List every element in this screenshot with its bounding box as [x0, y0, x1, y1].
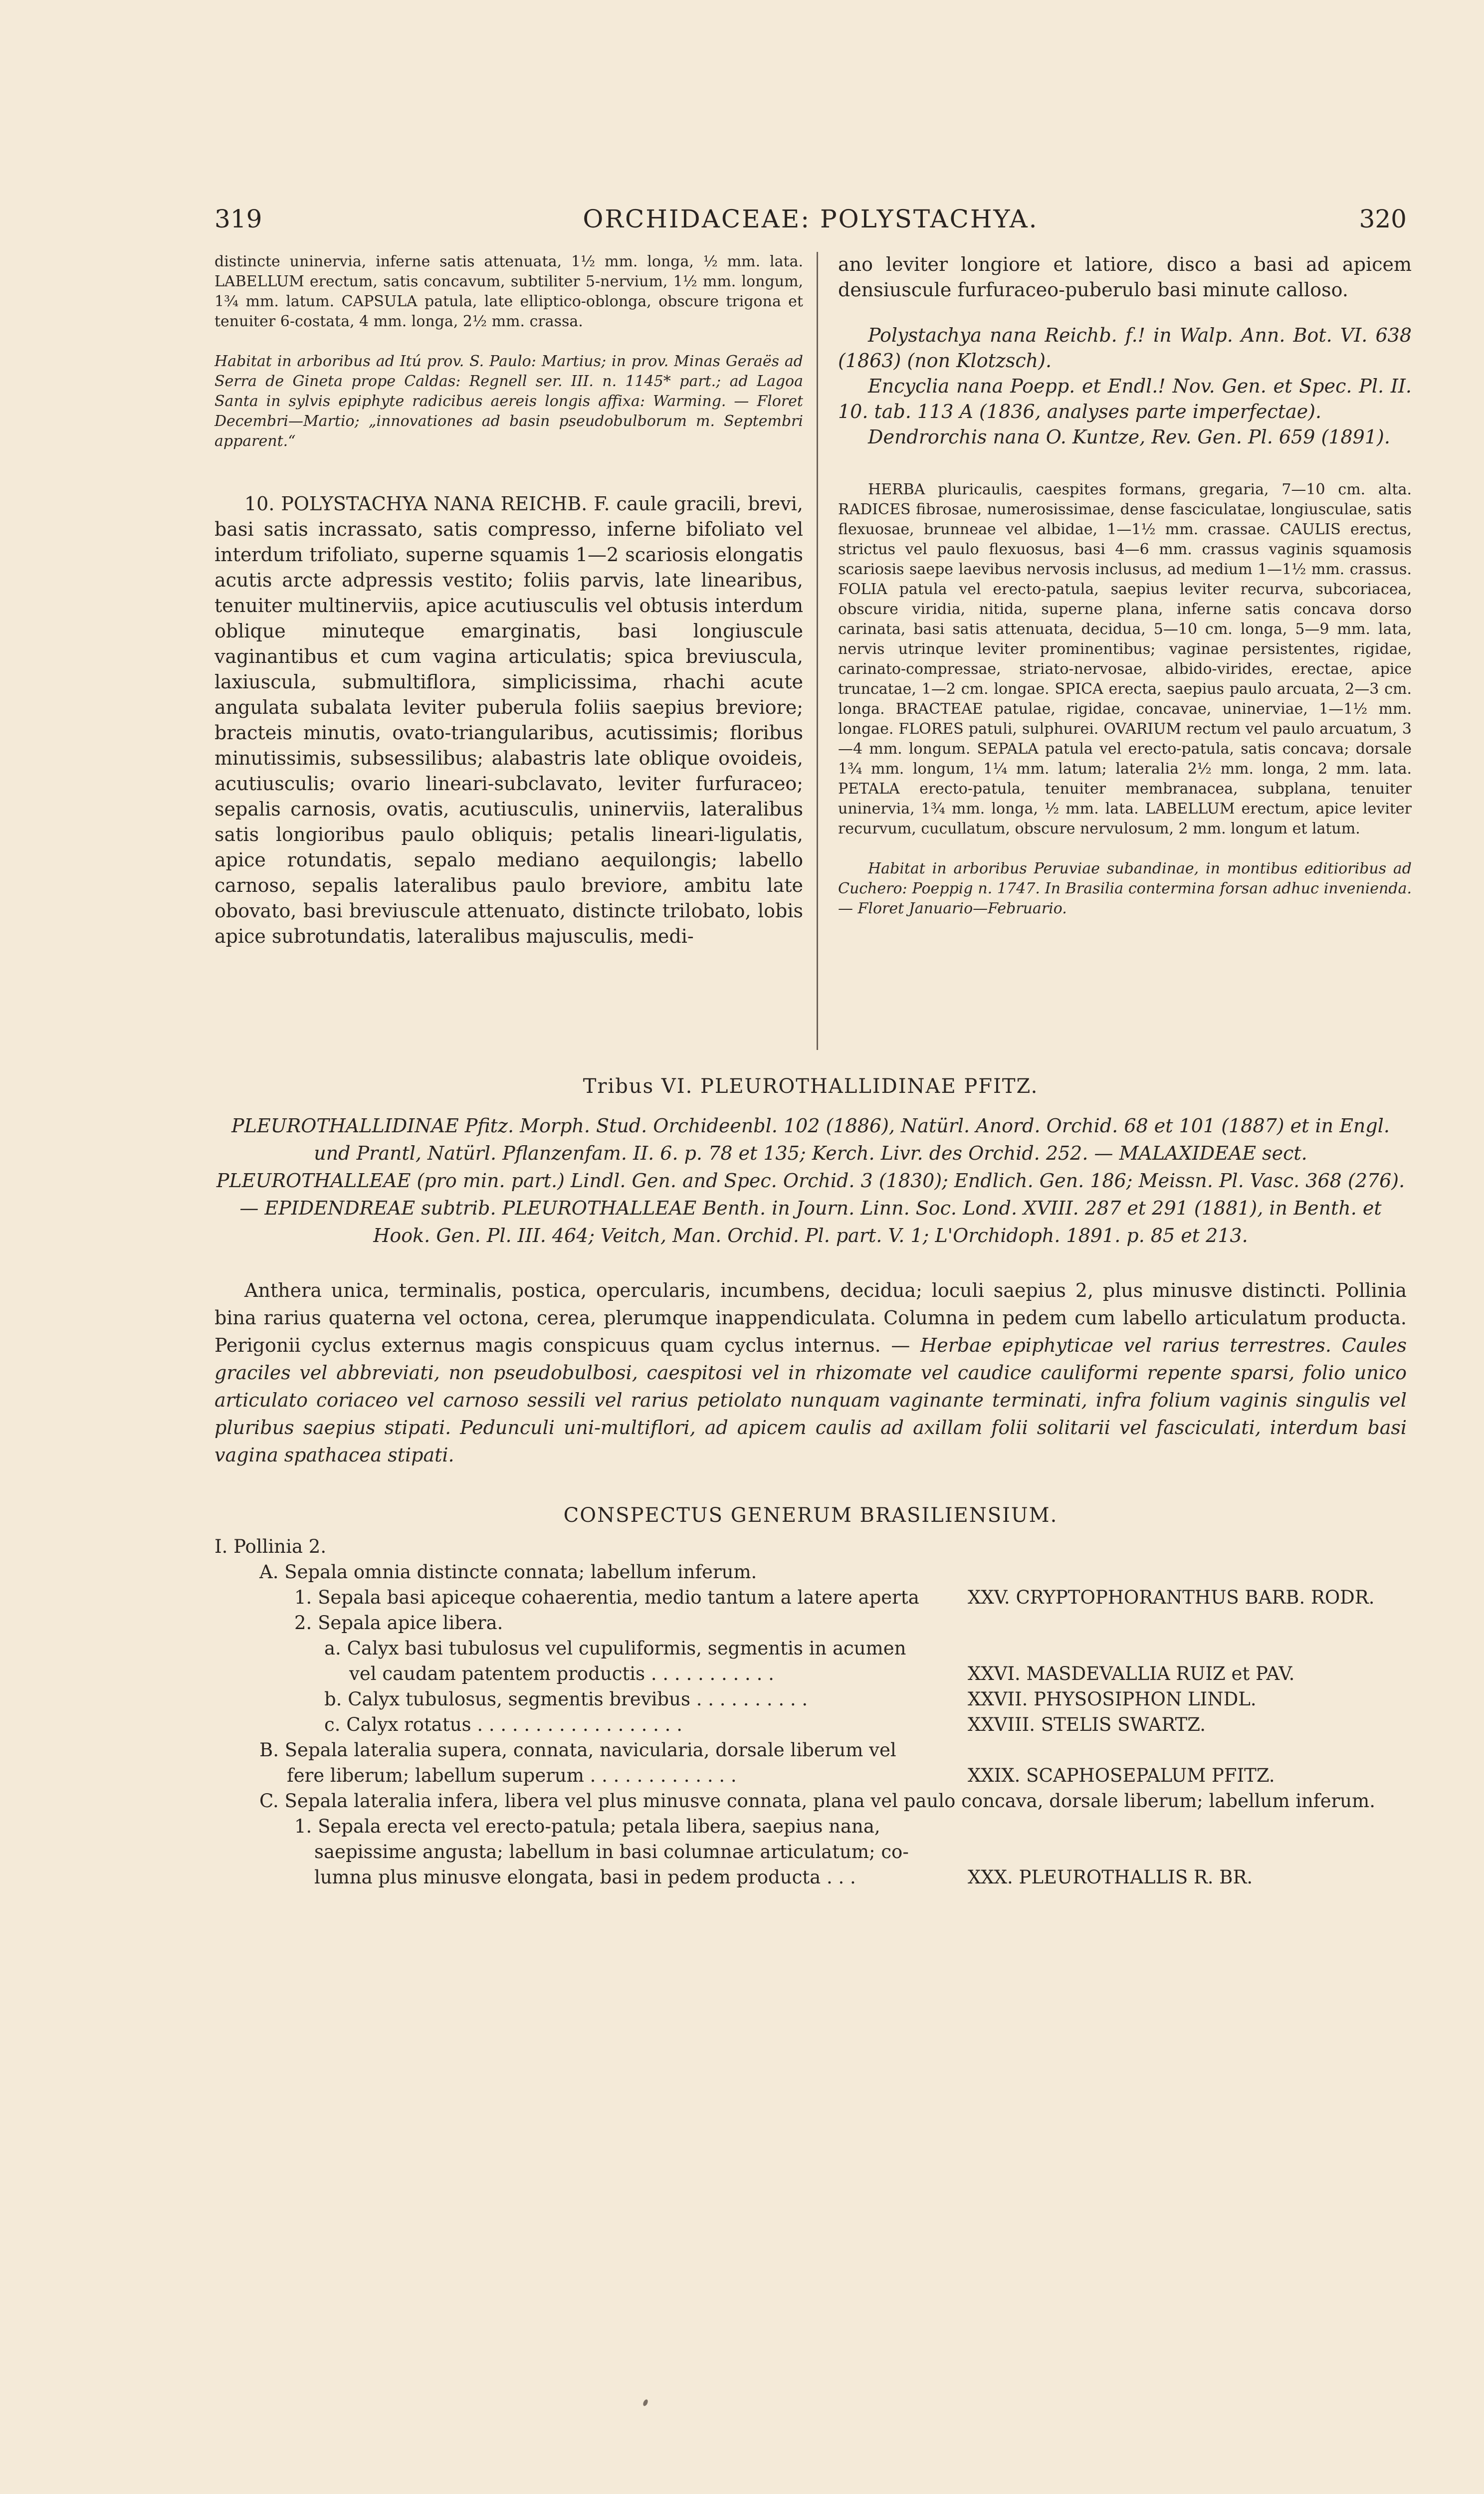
diagnosis-italic: Herbae epiphyticae vel rarius terrestres. Caules graciles vel abbreviati, non pseudobulbosi, caespitosi vel in rhizomate vel caudice caulіformi repente sparsi, folio unico articulato coriaceo vel carnoso sessili vel rarius petiolato nunquam vaginante terminati, infra folium vaginis singulis vel pluribus saepius stipati. Pedunculi uni-multiflori, ad apicem caulis ad axillam folii solitarii vel fasciculati, interdum basi vagina spathacea stipati. [214, 1334, 1407, 1466]
key-row [214, 1534, 1407, 1559]
right-description: HERBA pluricaulis, caespites formans, gregaria, 7—10 cm. alta. RADICES fibrosae, numerosissimae, dense fasciculatae, longiusculae, satis flexuosae, brunneae vel albidae, 1—1½ mm. crassae. CAULIS erectus, strictus vel paulo flexuosus, basi 4—6 mm. crassus vaginis squamosis scariosis saepe laevibus nervosis inclusus, ad medium 1—1½ mm. crassus. FOLIA patula vel erecto-patula, saepius leviter recurva, subcoriacea, obscure viridia, nitida, superne plana, inferne satis concava dorso carinata, basi satis attenuata, decidua, 5—10 cm. longa, 5—9 mm. lata, nervis utrinque leviter prominentibus; vaginae persistentes, rigidae, carinato-compressae, striato-nervosae, albido-virides, erectae, apice truncatae, 1—2 cm. longae. SPICA erecta, saepius paulo arcuata, 2—3 cm. longa. BRACTEAE patulae, rigidae, concavae, uninerviae, 1—1½ mm. longae. FLORES patuli, sulphurei. OVARIUM rectum vel paulo arcuatum, 3—4 mm. longum. SEPALA patula vel erecto-patula, satis concava; dorsale 1¾ mm. longum, 1¼ mm. latum; lateralia 2½ mm. longa, 2 mm. lata. PETALA erecto-patula, tenuiter membranacea, subplana, tenuiter uninervia, 1¾ mm. longa, ½ mm. lata. LABELLUM erectum, apice leviter recurvum, cucullatum, obscure nervulosum, 2 mm. longum et latum. [838, 481, 1412, 837]
key-text: I. Pollinia 2. [214, 1536, 327, 1557]
column-divider [817, 252, 818, 1050]
key-text: lumna plus minusve elongata, basi in pedem producta . . . [314, 1867, 856, 1888]
key-row [214, 1865, 1407, 1890]
reference-1: Polystachya nana Reichb. f.! in Walp. Ann. Bot. VI. 638 (1863) (non Klotzsch). [838, 324, 1412, 372]
key-text: C. Sepala lateralia infera, libera vel plus minusve connata, plana vel paulo concava, dorsale liberum; labellum inferum. [259, 1790, 1375, 1812]
key-row [214, 1839, 1407, 1865]
genus-name: XXVII. PHYSOSIPHON LINDL. [968, 1688, 1257, 1710]
key-row [214, 1788, 1407, 1814]
key-text: 2. Sepala apice libera. [294, 1612, 503, 1634]
key-row [214, 1763, 1407, 1788]
right-habitat: Habitat in arboribus Peruviae subandinae, in montibus editioribus ad Cuchero: Poeppig n. 1747. In Brasilia contermina forsan adhuc invenienda. — Floret Januario—Februario. [838, 860, 1412, 917]
reference-3: Dendrorchis nana O. Kuntze, Rev. Gen. Pl. 659 (1891). [868, 426, 1390, 448]
left-habitat: Habitat in arboribus ad Itú prov. S. Paulo: Martius; in prov. Minas Geraës ad Serra de Gineta prope Caldas: Regnell ser. III. n. 1145* part.; ad Lagoa Santa in sylvis epiphyte radicibus aereis longis affixa: Warming. — Floret Decembri—Martio; „innovationes ad basin pseudobulborum m. Septembri apparent.“ [214, 353, 803, 450]
conspectus-key [214, 1534, 1407, 1890]
key-row [214, 1686, 1407, 1712]
genus-name: XXV. CRYPTOPHORANTHUS BARB. RODR. [968, 1587, 1375, 1608]
key-text: a. Calyx basi tubulosus vel cupuliformis, segmentis in acumen [324, 1638, 906, 1659]
key-row [214, 1737, 1407, 1763]
key-text: c. Calyx rotatus . . . . . . . . . . . . . . . . . . [324, 1714, 682, 1735]
reference-2: Encyclia nana Poepp. et Endl.! Nov. Gen. et Spec. Pl. II. 10. tab. 113 A (1836, analyses parte imperfectae). [838, 375, 1412, 422]
genus-name: XXVI. MASDEVALLIA RUIZ et PAV. [968, 1663, 1295, 1684]
running-title: ORCHIDACEAE: POLYSTACHYA. [583, 205, 1039, 233]
conspectus-title: CONSPECTUS GENERUM BRASILIENSIUM. [563, 1504, 1058, 1527]
species-entry [214, 491, 803, 949]
genus-name: XXIX. SCAPHOSEPALUM PFITZ. [968, 1765, 1275, 1786]
left-top-paragraph: distincte uninervia, inferne satis attenuata, 1½ mm. longa, ½ mm. lata. LABELLUM erectum, satis concavum, subtiliter 5-nervium, 1½ mm. longum, 1¾ mm. latum. CAPSULA patula, late elliptico-oblonga, obscure trigona et tenuiter 6-costata, 4 mm. longa, 2½ mm. crassa. [214, 253, 803, 330]
key-row [214, 1636, 1407, 1661]
key-row [214, 1559, 1407, 1585]
running-header [214, 205, 1407, 234]
page-number-left: 319 [214, 205, 262, 233]
page-number-right: 320 [1359, 205, 1407, 233]
key-row [214, 1610, 1407, 1636]
key-row [214, 1814, 1407, 1839]
key-text: A. Sepala omnia distincte connata; labellum inferum. [259, 1561, 757, 1583]
key-text: 1. Sepala erecta vel erecto-patula; petala libera, saepius nana, [294, 1816, 880, 1837]
tribus-synonymy: PLEUROTHALLIDINAE Pfitz. Morph. Stud. Orchideenbl. 102 (1886), Natürl. Anord. Orchid. 68 et 101 (1887) et in Engl. und Prantl, Natürl. Pflanzenfam. II. 6. p. 78 et 135; Kerch. Livr. des Orchid. 252. — MALAXIDEAE sect. PLEUROTHALLEAE (pro min. part.) Lindl. Gen. and Spec. Orchid. 3 (1830); Endlich. Gen. 186; Meissn. Pl. Vasc. 368 (276). — EPIDENDREAE subtrib. PLEUROTHALLEAE Benth. in Journ. Linn. Soc. Lond. XVIII. 287 et 291 (1881), in Benth. et Hook. Gen. Pl. III. 464; Veitch, Man. Orchid. Pl. part. V. 1; L'Orchidoph. 1891. p. 85 et 213. [216, 1115, 1405, 1247]
tribus-diagnosis [214, 1277, 1407, 1469]
key-text: fere liberum; labellum superum . . . . . . . . . . . . . [287, 1765, 737, 1786]
key-text: 1. Sepala basi apiceque cohaerentia, medio tantum a latere aperta [294, 1587, 919, 1608]
key-text: vel caudam patentem productis . . . . . . . . . . . [349, 1663, 774, 1684]
species-description: caule gracili, brevi, basi satis incrassato, satis compresso, inferne bifoliato vel interdum trifoliato, superne squamis 1—2 scariosis elongatis acutis arcte adpressis vestito; foliis parvis, late linearibus, tenuiter multinerviis, apice acutiusculis vel obtusis interdum oblique minuteque emarginatis, basi longiuscule vaginantibus et cum vagina articulatis; spica breviuscula, laxiuscula, submultiflora, simplicissima, rhachi acute angulata subalata leviter puberula foliis saepius breviore; bracteis minutis, ovato-triangularibus, acutissimis; floribus minutissimis, subsessilibus; alabastris late oblique ovoideis, acutiusculis; ovario lineari-subclavato, leviter furfuraceo; sepalis carnosis, ovatis, acutiusculis, uninerviis, lateralibus satis longioribus paulo obliquis; petalis lineari-ligulatis, apice rotundatis, sepalo mediano aequilongis; labello carnoso, sepalis lateralibus paulo breviore, ambitu late obovato, basi breviuscule attenuato, distincte trilobato, lobis apice subrotundatis, lateralibus majusculis, medi- [214, 493, 803, 947]
key-row [214, 1661, 1407, 1686]
genus-name: XXVIII. STELIS SWARTZ. [968, 1714, 1206, 1735]
key-text: b. Calyx tubulosus, segmentis brevibus . . . . . . . . . . [324, 1688, 808, 1710]
key-text: saepissime angusta; labellum in basi columnae articulatum; co- [314, 1841, 909, 1863]
tribus-heading: Tribus VI. PLEUROTHALLIDINAE PFITZ. [583, 1075, 1039, 1098]
paper-speck [642, 2399, 648, 2407]
diagnosis-plain: Anthera unica, terminalis, postica, opercularis, incumbens, decidua; loculi saepius 2, plus minusve distincti. Pollinia bina rarius quaterna vel octona, cerea, plerumque inappendiculata. Columna in pedem cum labello articulatum producta. Perigonii cyclus externus magis conspicuus quam cyclus internus. — [214, 1279, 1407, 1356]
left-column [214, 252, 803, 949]
key-text: B. Sepala lateralia supera, connata, navicularia, dorsale liberum vel [259, 1739, 896, 1761]
key-row [214, 1585, 1407, 1610]
species-heading: 10. POLYSTACHYA NANA REICHB. F. [244, 493, 610, 515]
key-row [214, 1712, 1407, 1737]
genus-name: XXX. PLEUROTHALLIS R. BR. [968, 1867, 1253, 1888]
right-continuation: ano leviter longiore et latiore, disco a basi ad apicem densiuscule furfuraceo-puberulo basi minute calloso. [838, 253, 1412, 301]
right-column [838, 252, 1412, 919]
